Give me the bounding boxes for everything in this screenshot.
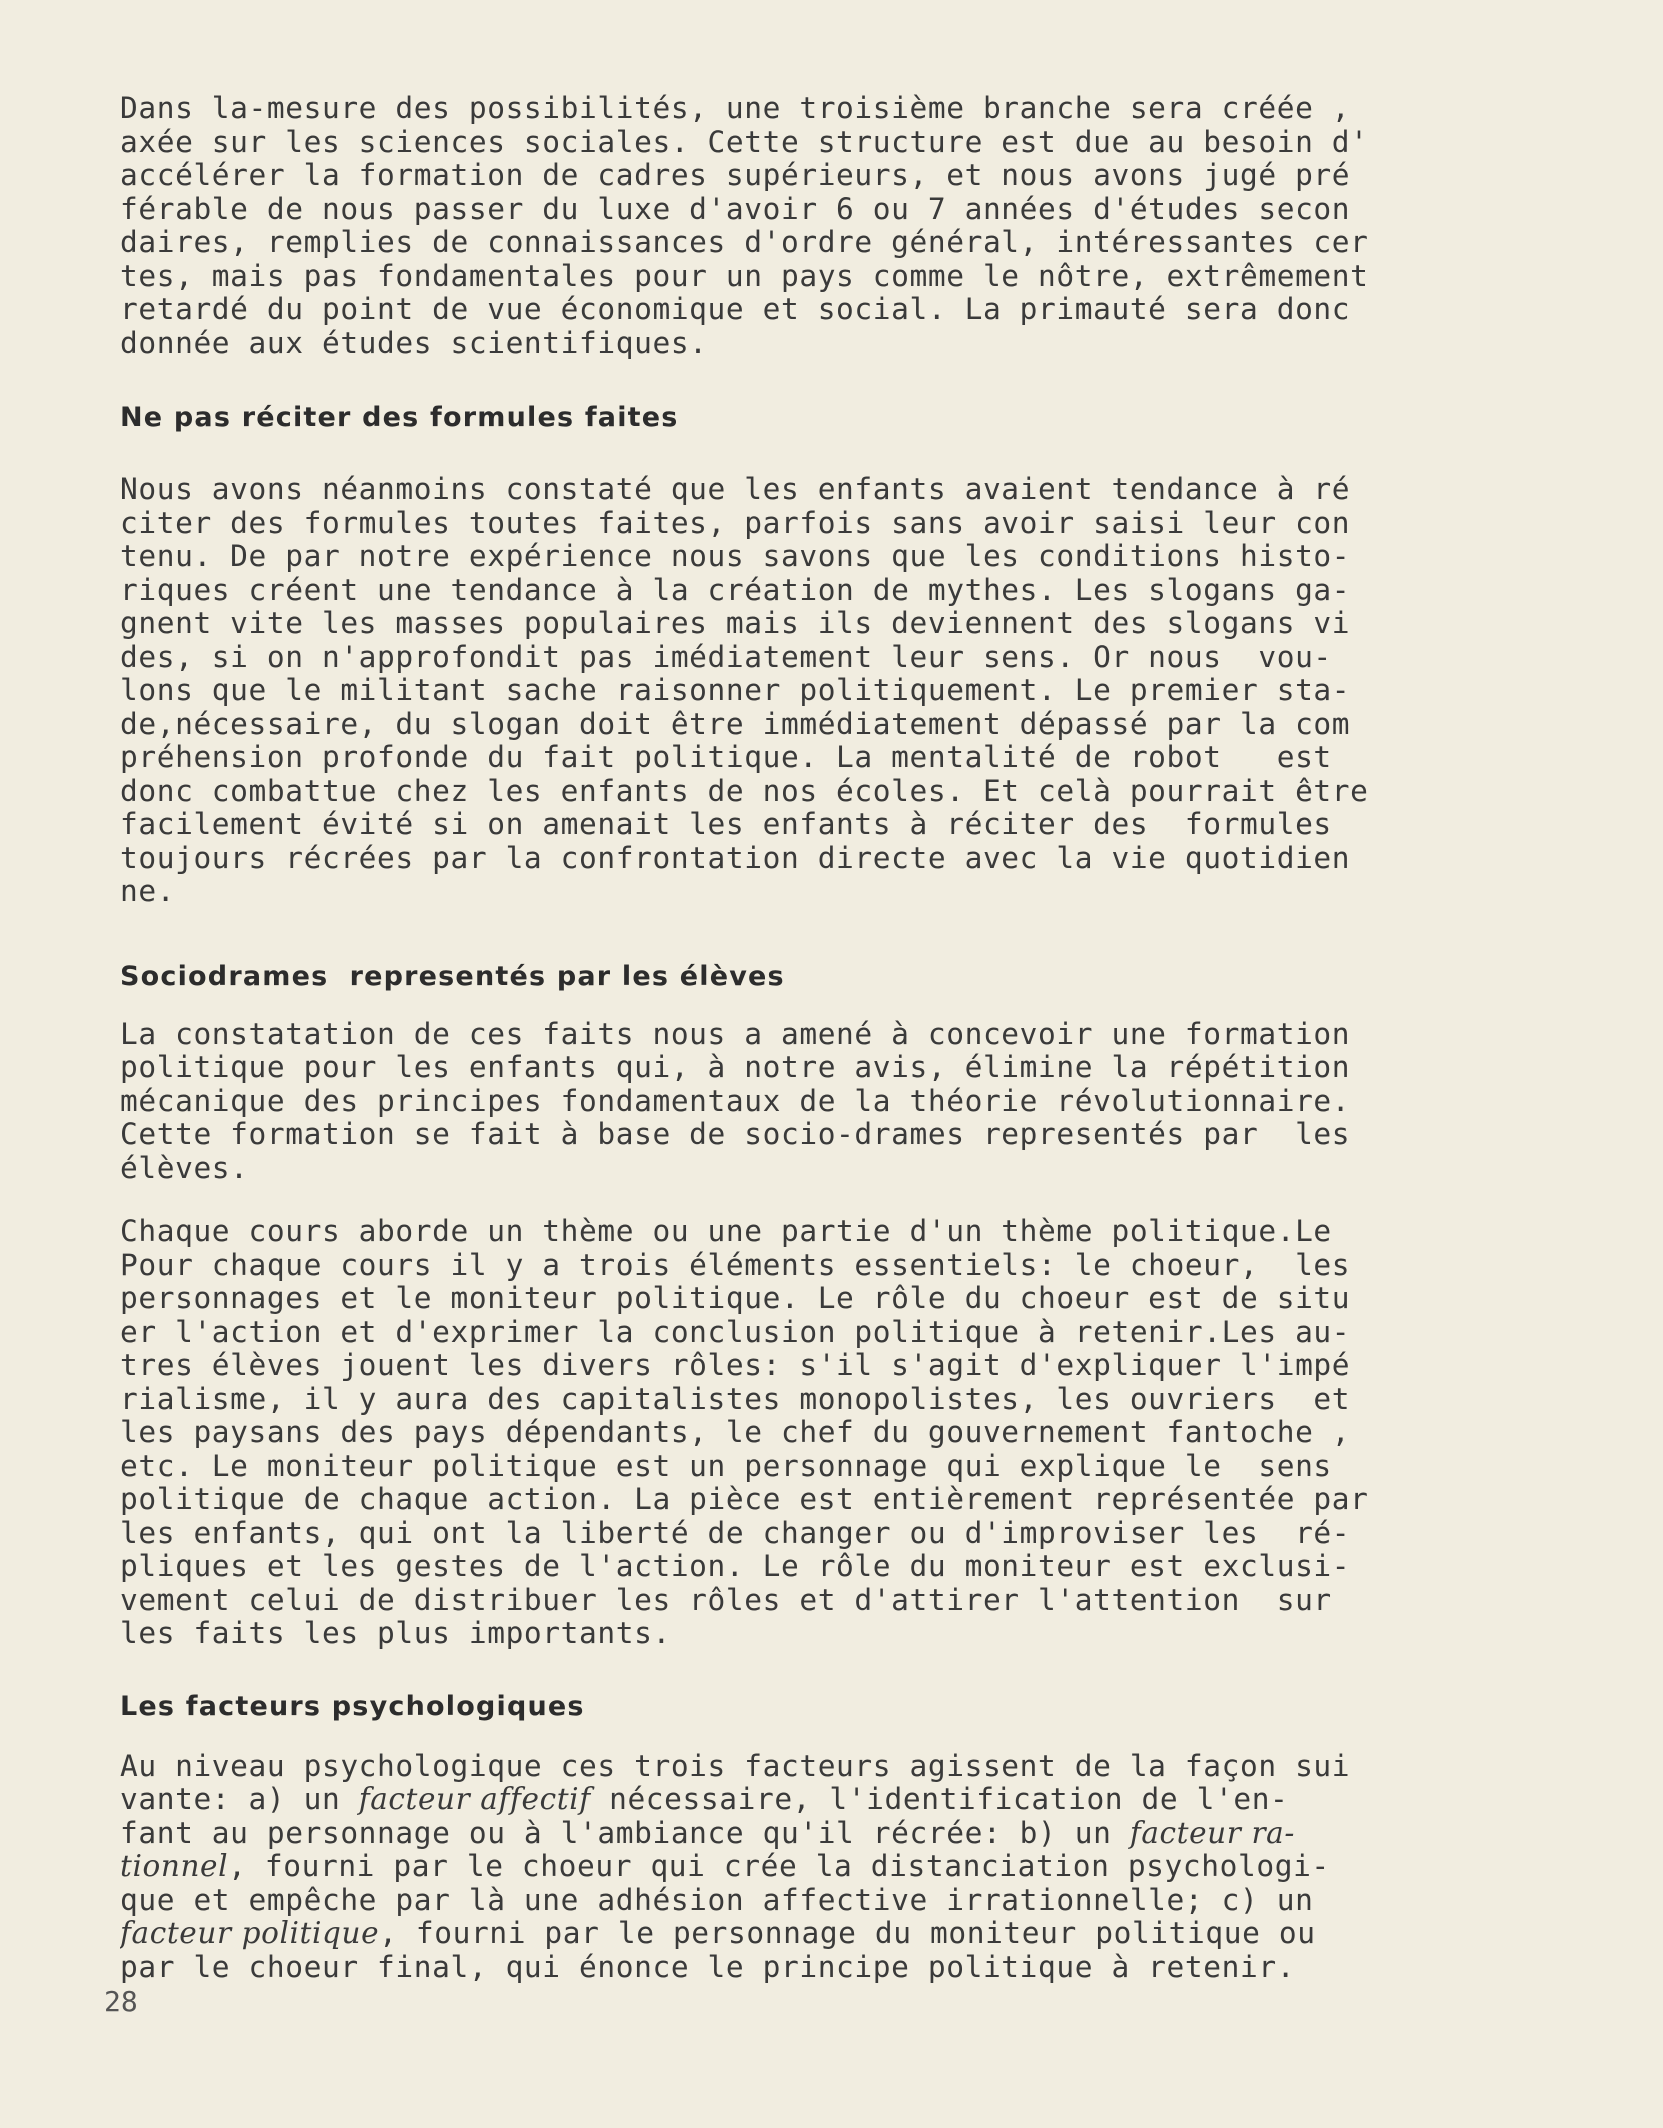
- text-line: [120, 1817, 1470, 1851]
- paragraph-facteurs: [120, 1750, 1470, 1985]
- text-line: er l'action et d'exprimer la conclusion politique à retenir.Les au-: [120, 1315, 1351, 1349]
- text-line: riques créent une tendance à la création de mythes. Les slogans ga-: [120, 573, 1351, 607]
- paragraph-constatation: [120, 1018, 1470, 1186]
- page-number: 28: [104, 1985, 138, 2018]
- text-line: Nous avons néanmoins constaté que les enfants avaient tendance à ré: [120, 473, 1351, 506]
- text-line: donc combattue chez les enfants de nos écoles. Et celà pourrait être: [120, 774, 1369, 808]
- text-line: etc. Le moniteur politique est un personnage qui explique le sens: [120, 1449, 1332, 1483]
- paragraph-cours: [120, 1215, 1470, 1651]
- text-line: tes, mais pas fondamentales pour un pays comme le nôtre, extrêmement: [120, 259, 1369, 293]
- text-line: par le choeur final, qui énonce le principe politique à retenir.: [120, 1950, 1296, 1984]
- section-heading: Sociodrames representés par les élèves: [120, 960, 785, 992]
- text-line: daires, remplies de connaissances d'ordre général, intéressantes cer: [120, 226, 1369, 259]
- text-line: donnée aux études scientifiques.: [120, 326, 708, 360]
- text-line: Pour chaque cours il y a trois éléments essentiels: le choeur, les: [120, 1248, 1351, 1282]
- italic-term: facteur politique: [120, 1917, 380, 1950]
- italic-term: facteur affectif: [358, 1783, 591, 1816]
- text-line: mécanique des principes fondamentaux de la théorie révolutionnaire.: [120, 1084, 1351, 1118]
- text-line: Cette formation se fait à base de socio-drames representés par les: [120, 1118, 1351, 1151]
- text-line: La constatation de ces faits nous a amené à concevoir une formation: [120, 1017, 1351, 1051]
- text-line: citer des formules toutes faites, parfois sans avoir saisi leur con: [120, 506, 1351, 540]
- section-heading: Les facteurs psychologiques: [120, 1690, 585, 1722]
- section-heading: Ne pas réciter des formules faites: [120, 402, 679, 433]
- text-column: [120, 92, 1470, 1984]
- paragraph-formules: [120, 473, 1470, 909]
- text-line: politique de chaque action. La pièce est entièrement représentée par: [120, 1483, 1369, 1516]
- text-line: ne.: [120, 875, 176, 908]
- text-line: [120, 1783, 1470, 1817]
- text-line: tres élèves jouent les divers rôles: s'il s'agit d'expliquer l'impé: [120, 1349, 1351, 1382]
- text-line: toujours récrées par la confrontation directe avec la vie quotidien: [120, 841, 1351, 875]
- text-line: vement celui de distribuer les rôles et d'attirer l'attention sur: [120, 1583, 1332, 1617]
- text-line: [120, 1917, 1470, 1951]
- text-run: vante: a) un: [120, 1783, 359, 1816]
- text-line: [120, 1850, 1470, 1884]
- text-line: Au niveau psychologique ces trois facteurs agissent de la façon sui: [120, 1749, 1351, 1783]
- italic-term: facteur ra-: [1129, 1816, 1295, 1850]
- text-run: fant au personnage ou à l'ambiance qu'il récrée: b) un: [120, 1816, 1130, 1850]
- text-run: nécessaire, l'identification de l'en-: [590, 1783, 1289, 1816]
- text-line: axée sur les sciences sociales. Cette structure est due au besoin d': [120, 125, 1369, 159]
- text-line: des, si on n'approfondit pas imédiatement leur sens. Or nous vou-: [120, 640, 1332, 674]
- text-line: tenu. De par notre expérience nous savons que les conditions histo-: [120, 540, 1351, 573]
- italic-term: tionnel: [120, 1850, 229, 1883]
- text-run: , fourni par le choeur qui crée la distanciation psychologi-: [228, 1850, 1330, 1883]
- text-line: férable de nous passer du luxe d'avoir 6 ou 7 années d'études secon: [120, 192, 1351, 226]
- text-line: les enfants, qui ont la liberté de changer ou d'improviser les ré-: [120, 1516, 1351, 1550]
- text-line: Chaque cours aborde un thème ou une partie d'un thème politique.Le: [120, 1215, 1332, 1248]
- text-line: élèves.: [120, 1151, 249, 1185]
- text-line: pliques et les gestes de l'action. Le rôle du moniteur est exclusi-: [120, 1550, 1351, 1583]
- text-line: personnages et le moniteur politique. Le rôle du choeur est de situ: [120, 1282, 1351, 1315]
- text-line: Dans la-mesure des possibilités, une troisième branche sera créée ,: [120, 92, 1351, 125]
- text-line: lons que le militant sache raisonner politiquement. Le premier sta-: [120, 674, 1351, 707]
- text-line: accélérer la formation de cadres supérieurs, et nous avons jugé pré: [120, 159, 1351, 192]
- text-line: préhension profonde du fait politique. La mentalité de robot est: [120, 741, 1332, 774]
- text-run: , fourni par le personnage du moniteur politique ou: [379, 1917, 1316, 1950]
- text-line: politique pour les enfants qui, à notre avis, élimine la répétition: [120, 1051, 1351, 1084]
- text-line: gnent vite les masses populaires mais ils deviennent des slogans vi: [120, 607, 1351, 640]
- text-line: facilement évité si on amenait les enfants à réciter des formules: [120, 808, 1332, 841]
- text-line: que et empêche par là une adhésion affective irrationnelle; c) un: [120, 1883, 1314, 1917]
- text-line: les faits les plus importants.: [120, 1617, 671, 1650]
- text-line: les paysans des pays dépendants, le chef du gouvernement fantoche ,: [120, 1416, 1351, 1449]
- paragraph-intro: [120, 92, 1470, 360]
- text-line: retardé du point de vue économique et social. La primauté sera donc: [120, 293, 1351, 326]
- text-line: rialisme, il y aura des capitalistes monopolistes, les ouvriers et: [120, 1382, 1351, 1416]
- text-line: de,nécessaire, du slogan doit être immédiatement dépassé par la com: [120, 707, 1351, 741]
